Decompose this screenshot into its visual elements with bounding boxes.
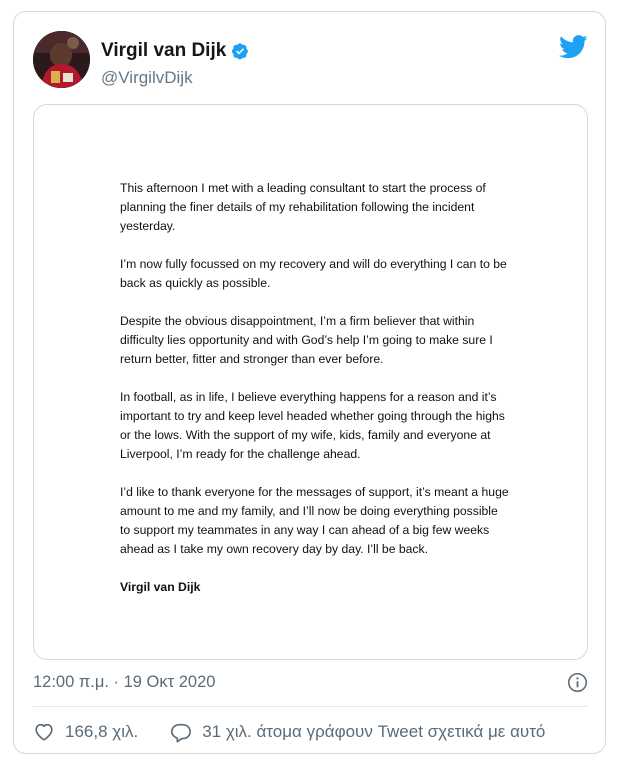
- statement-image[interactable]: [33, 104, 588, 660]
- avatar-image: [33, 31, 90, 88]
- statement-paragraph: In football, as in life, I believe everything happens for a reason and it’s important to try and keep level headed whether going through the highs or the lows. With the support of my wife, kids, family and everyone at Liverpool, I’m ready for the challenge ahead.: [120, 390, 505, 461]
- statement-paragraph: I’d like to thank everyone for the messages of support, it’s meant a huge amount to me and my family, and I’ll now be doing everything possible to support my teammates in any way I can ahead of a big few weeks ahead as I take my own recovery day by day. I’ll be back.: [120, 485, 509, 556]
- like-count: 166,8 χιλ.: [65, 722, 139, 741]
- tweet-actions: [33, 719, 577, 745]
- statement-paragraph: This afternoon I met with a leading consultant to start the process of planning the finer details of my rehabilitation following the incident yesterday.: [120, 181, 486, 233]
- tweet-header: [33, 23, 588, 87]
- heart-icon: [33, 721, 55, 743]
- reply-button[interactable]: [170, 721, 545, 743]
- verified-badge-icon: [231, 42, 249, 60]
- statement-text: [120, 179, 510, 597]
- statement-paragraph: Despite the obvious disappointment, I’m a firm believer that within difficulty lies opportunity and with God’s help I’m going to make sure I return better, fitter and stronger than ever before.: [120, 314, 493, 366]
- reply-summary: 31 χιλ. άτομα γράφουν Tweet σχετικά με αυτό: [202, 722, 546, 741]
- tweet-card: [13, 11, 606, 754]
- reply-bubble-icon: [170, 721, 192, 743]
- display-name[interactable]: Virgil van Dijk: [101, 40, 227, 61]
- divider: [33, 706, 588, 707]
- statement-paragraph: I’m now fully focussed on my recovery and will do everything I can to be back as quickly as possible.: [120, 257, 507, 290]
- statement-signature: Virgil van Dijk: [120, 580, 201, 594]
- tweet-timestamp[interactable]: 12:00 π.μ. · 19 Οκτ 2020: [33, 673, 216, 691]
- handle[interactable]: @VirgilvDijk: [101, 68, 193, 87]
- author-block: [101, 40, 249, 88]
- info-icon[interactable]: [567, 672, 588, 693]
- twitter-bird-icon[interactable]: [559, 35, 588, 59]
- avatar[interactable]: [33, 31, 90, 88]
- like-button[interactable]: [33, 721, 138, 743]
